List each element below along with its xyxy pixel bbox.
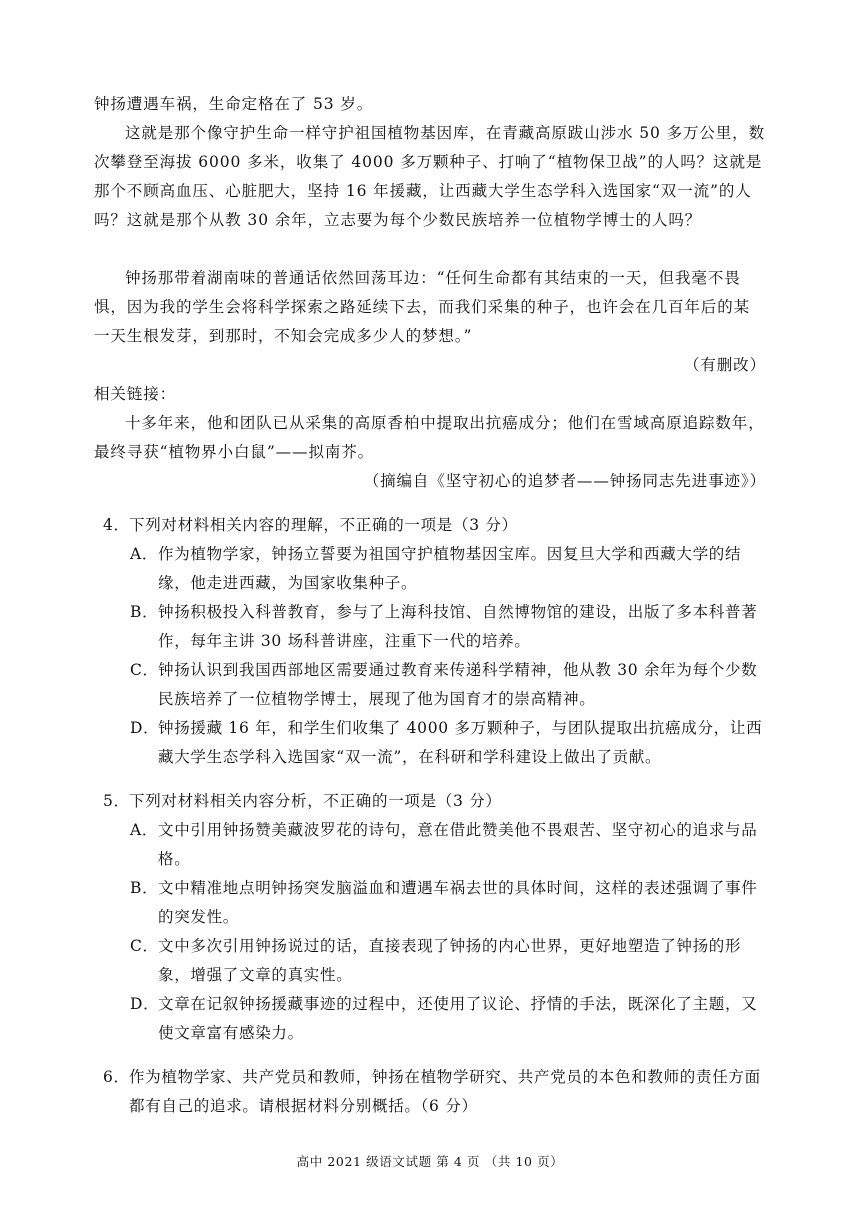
- related-link-heading: 相关链接：: [94, 385, 177, 403]
- option-letter: D．: [130, 995, 160, 1013]
- question-text: 下列对材料相关内容分析，不正确的一项是（3 分）: [129, 792, 502, 810]
- option-text: 文中多次引用钟扬说过的话，直接表现了钟扬的内心世界，更好地塑造了钟扬的形象，增强了文章的真实性。: [158, 937, 742, 984]
- option-text: 钟扬认识到我国西部地区需要通过教育来传递科学精神，他从教 30 余年为每个少数民族培养了一位植物学博士，展现了他为国育才的崇高精神。: [158, 661, 758, 708]
- question-5-option-b: [130, 874, 766, 932]
- question-text: 下列对材料相关内容的理解，不正确的一项是（3 分）: [129, 516, 518, 534]
- option-text: 钟扬积极投入科普教育，参与了上海科技馆、自然博物馆的建设，出版了多本科普著作，每年主讲 30 场科普讲座，注重下一代的培养。: [158, 603, 758, 650]
- question-number: 4．: [103, 516, 130, 534]
- question-4-stem: [103, 511, 766, 540]
- question-4-option-d: [130, 714, 766, 772]
- option-letter: A．: [130, 821, 159, 839]
- question-6-stem: [103, 1063, 766, 1121]
- option-letter: C．: [130, 661, 159, 679]
- question-4-option-c: [130, 656, 766, 714]
- question-5-option-a: [130, 816, 766, 874]
- passage-paragraph-1: 钟扬遭遇车祸，生命定格在了 53 岁。: [94, 95, 374, 113]
- option-text: 文中引用钟扬赞美藏波罗花的诗句，意在借此赞美他不畏艰苦、坚守初心的追求与品格。: [158, 821, 758, 868]
- source-citation: （摘编自《坚守初心的追梦者——钟扬同志先进事迹》）: [363, 472, 766, 490]
- page-footer: 高中 2021 级语文试题 第 4 页 （共 10 页）: [296, 1154, 564, 1169]
- option-text: 文中精准地点明钟扬突发脑溢血和遭遇车祸去世的具体时间，这样的表述强调了事件的突发性。: [158, 879, 758, 926]
- question-5-option-d: [130, 990, 766, 1048]
- question-text: 作为植物学家、共产党员和教师，钟扬在植物学研究、共产党员的本色和教师的责任方面都有自己的追求。请根据材料分别概括。（6 分）: [129, 1068, 761, 1115]
- option-letter: A．: [130, 545, 159, 563]
- question-4-option-b: [130, 598, 766, 656]
- option-letter: C．: [130, 937, 159, 955]
- question-number: 6．: [103, 1068, 130, 1086]
- passage-paragraph-2: 这就是那个像守护生命一样守护祖国植物基因库，在青藏高原跋山涉水 50 多万公里，数次攀登至海拔 6000 多米，收集了 4000 多万颗种子、打响了“植物保卫战”的人吗？这就是那个不顾高血压、心脏肥大，坚持 16 年援藏，让西藏大学生态学科入选国家“双一流”的人吗？这就是那个从教 30 余年，立志要为每个少数民族培养一位植物学博士的人吗？: [94, 124, 765, 229]
- question-5-stem: [103, 787, 766, 816]
- related-link-body: 十多年来，他和团队已从采集的高原香柏中提取出抗癌成分；他们在雪域高原追踪数年，最终寻获“植物界小白鼠”——拟南芥。: [94, 414, 765, 461]
- passage-paragraph-3: 钟扬那带着湖南味的普通话依然回荡耳边：“任何生命都有其结束的一天，但我毫不畏惧，因为我的学生会将科学探索之路延续下去，而我们采集的种子，也许会在几百年后的某一天生根发芽，到那时，不知会完成多少人的梦想。”: [94, 269, 751, 345]
- question-4-option-a: [130, 540, 766, 598]
- option-text: 钟扬援藏 16 年，和学生们收集了 4000 多万颗种子，与团队提取出抗癌成分，让西藏大学生态学科入选国家“双一流”，在科研和学科建设上做出了贡献。: [158, 719, 763, 766]
- question-number: 5．: [103, 792, 130, 810]
- option-letter: B．: [130, 603, 159, 621]
- option-text: 文章在记叙钟扬援藏事迹的过程中，还使用了议论、抒情的手法，既深化了主题，又使文章富有感染力。: [158, 995, 758, 1042]
- edit-note: （有删改）: [683, 356, 766, 374]
- question-5-option-c: [130, 932, 766, 990]
- option-letter: B．: [130, 879, 159, 897]
- option-text: 作为植物学家，钟扬立誓要为祖国守护植物基因宝库。因复旦大学和西藏大学的结缘，他走进西藏，为国家收集种子。: [158, 545, 742, 592]
- option-letter: D．: [130, 719, 160, 737]
